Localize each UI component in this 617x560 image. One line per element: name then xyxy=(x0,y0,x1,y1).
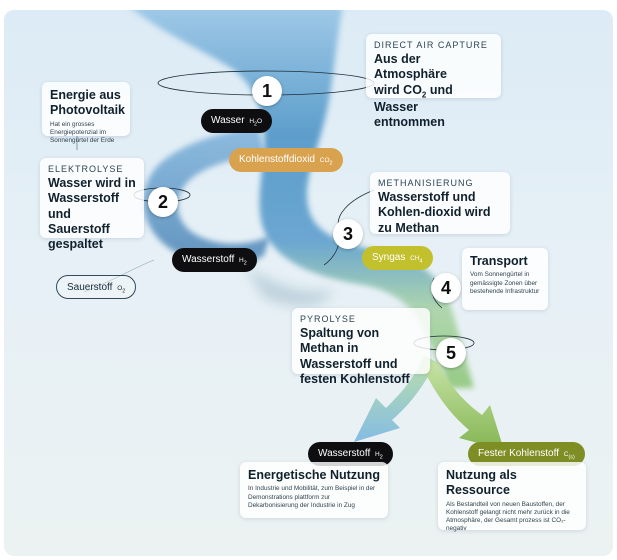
pill-hydrogen-mid-formula-pre: H xyxy=(239,257,244,264)
dac-heading-line1: Aus der Atmosphäre xyxy=(374,52,447,82)
electrolysis-kicker: ELEKTROLYSE xyxy=(48,164,124,174)
card-methanation xyxy=(370,172,510,234)
transport-heading: Transport xyxy=(470,254,528,268)
diagram-canvas xyxy=(4,10,613,556)
pill-water-label: Wasser xyxy=(211,115,245,126)
pill-water-formula-pre: H xyxy=(249,118,255,125)
pill-hydrogen-mid-formula xyxy=(239,257,247,267)
energy-use-body: In Industrie und Mobilität, zum Beispiel in der Demonstrations plattform zur Dekarbonisierung der Industrie in Zug xyxy=(248,485,376,509)
energy-use-heading: Energetische Nutzung xyxy=(248,468,380,482)
pill-oxygen-label: Sauerstoff xyxy=(67,282,113,293)
step-marker-5: 5 xyxy=(436,338,466,368)
step-marker-4: 4 xyxy=(431,273,461,303)
step-marker-3: 3 xyxy=(333,219,363,249)
pill-co2-formula xyxy=(319,157,333,167)
card-electrolysis xyxy=(40,158,144,251)
pill-hydrogen-mid-formula-sub: 2 xyxy=(243,260,247,267)
dac-kicker: DIRECT AIR CAPTURE xyxy=(374,40,488,50)
pill-hydrogen-mid xyxy=(172,248,257,272)
pill-syngas-formula-pre: CH xyxy=(410,255,420,262)
pill-water-formula-post: O xyxy=(257,118,263,125)
pill-co2-formula-pre: CO xyxy=(319,157,330,164)
transport-body: Vom Sonnengürtel in gemässigte Zonen über bestehende Infrastruktur xyxy=(470,271,540,295)
pill-solid-carbon-label: Fester Kohlenstoff xyxy=(478,448,559,459)
dac-heading-line2-pre: wird CO xyxy=(374,82,422,97)
pill-oxygen-formula-sub: 2 xyxy=(122,288,126,295)
pv-heading: Energie aus Photovoltaik xyxy=(50,88,126,118)
pyrolysis-heading: Spaltung von Methan in Wasserstoff und festen Kohlenstoff xyxy=(300,326,410,386)
pill-water-formula xyxy=(249,118,263,128)
pill-hydrogen-out-formula-sub: 2 xyxy=(379,454,383,461)
pill-syngas-formula xyxy=(410,255,423,265)
pill-oxygen xyxy=(56,275,136,299)
methanation-kicker: METHANISIERUNG xyxy=(378,178,474,188)
pill-syngas-formula-sub: 4 xyxy=(419,258,423,265)
pill-water-formula-sub: 2 xyxy=(254,121,258,128)
pill-hydrogen-out-formula-pre: H xyxy=(375,451,380,458)
pill-co2-formula-sub: 2 xyxy=(329,160,333,167)
pill-co2 xyxy=(229,148,343,172)
pill-solid-carbon-formula-pre: C xyxy=(563,451,569,458)
methanation-heading: Wasserstoff und Kohlen-dioxid wird zu Methan xyxy=(378,190,491,235)
dac-heading xyxy=(374,52,493,130)
card-resource-use xyxy=(438,462,586,533)
electrolysis-heading: Wasser wird in Wasserstoff und Sauerstoff gespaltet xyxy=(48,176,136,251)
card-photovoltaics xyxy=(42,82,130,145)
pill-hydrogen-out-formula xyxy=(375,451,383,461)
pill-oxygen-formula-pre: O xyxy=(117,285,123,292)
pill-hydrogen-out-label: Wasserstoff xyxy=(318,448,371,459)
card-energy-use xyxy=(240,462,388,518)
dac-heading-line2-post: und Wasser xyxy=(374,82,453,114)
pill-solid-carbon-formula xyxy=(563,451,575,461)
pill-water xyxy=(201,109,272,133)
pill-syngas xyxy=(362,246,433,270)
step-marker-1: 1 xyxy=(252,76,282,106)
pyrolysis-kicker: PYROLYSE xyxy=(300,314,356,324)
dac-heading-line3: entnommen xyxy=(374,115,445,129)
pill-syngas-label: Syngas xyxy=(372,252,406,263)
resource-use-heading: Nutzung als Ressource xyxy=(446,468,517,498)
pill-solid-carbon-formula-sub: (s) xyxy=(568,454,575,461)
step-marker-2: 2 xyxy=(148,187,178,217)
card-direct-air-capture xyxy=(366,34,501,129)
dac-heading-line2-sub: 2 xyxy=(421,90,427,99)
pill-oxygen-formula xyxy=(117,285,126,295)
resource-use-body: Als Bestandteil von neuen Baustoffen, der Kohlenstoff gelangt nicht mehr zurück in die Atmosphäre, der Gesamt prozess ist CO₂-negativ xyxy=(446,500,570,533)
pill-co2-label: Kohlenstoffdioxid xyxy=(239,154,315,165)
card-pyrolysis xyxy=(292,308,430,386)
card-transport xyxy=(462,248,548,310)
pill-hydrogen-mid-label: Wasserstoff xyxy=(182,254,235,265)
pv-body: Hat ein grosses Energiepotenzial im Sonnengürtel der Erde xyxy=(50,120,115,145)
